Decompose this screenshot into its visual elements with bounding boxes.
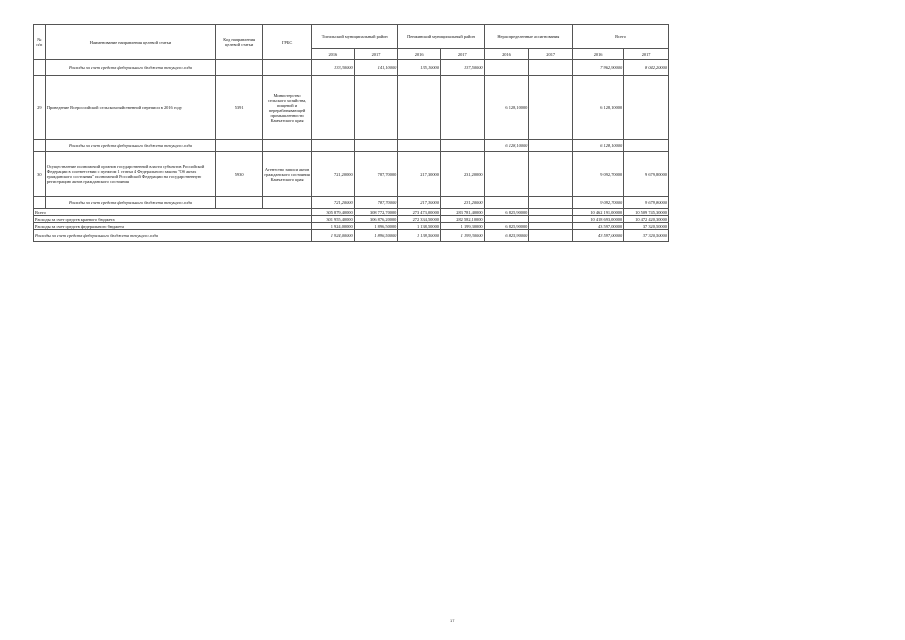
cell-total-2016: 43 597,00000 bbox=[573, 230, 624, 242]
cell-penzhin-2017: 283 781,40000 bbox=[440, 209, 484, 216]
cell-penzhin-2017: 1 199,30000 bbox=[440, 223, 484, 230]
summary-name: Расходы за счет средств федерального бюджета текущего года bbox=[34, 230, 312, 242]
row-num bbox=[34, 197, 46, 209]
row-name: Осуществление полномочий органов государственной власти субъектов Российской Федерации в соответствии с пунктом 1 статьи 4 Федерального закона "Об актах гражданского состояния" полномочий Российской Федерации на государственную регистрацию актов гражданского состояния bbox=[45, 152, 215, 197]
summary-name: Всего bbox=[34, 209, 312, 216]
cell-total-2016: 9 092,70000 bbox=[573, 197, 624, 209]
cell-tigil-2017: 308 772,70000 bbox=[354, 209, 398, 216]
row-grbs bbox=[263, 60, 312, 76]
row-name: Расходы за счет средств федерального бюджета текущего года bbox=[45, 140, 215, 152]
row-grbs: Министерство сельского хозяйства, пищевой и перерабатывающей промышленности Камчатского края bbox=[263, 76, 312, 140]
row-num: 29 bbox=[34, 76, 46, 140]
cell-tigil-2016: 721,20000 bbox=[312, 152, 355, 197]
row-grbs bbox=[263, 140, 312, 152]
cell-penzhin-2017 bbox=[440, 140, 484, 152]
table-row bbox=[34, 152, 669, 197]
cell-undist-2016: 6 825,90000 bbox=[484, 230, 529, 242]
row-grbs: Агентство записи актов гражданского состояния Камчатского края bbox=[263, 152, 312, 197]
cell-undist-2016: 6 128,10000 bbox=[484, 76, 529, 140]
cell-penzhin-2016: 273 473,00000 bbox=[398, 209, 441, 216]
header-undistributed: Нераспределенные ассигнования bbox=[484, 25, 572, 49]
cell-tigil-2017: 1 896,50000 bbox=[354, 230, 398, 242]
cell-penzhin-2016 bbox=[398, 76, 441, 140]
summary-row-federal bbox=[34, 223, 669, 230]
row-num bbox=[34, 60, 46, 76]
row-code bbox=[216, 140, 263, 152]
cell-penzhin-2016 bbox=[398, 140, 441, 152]
cell-total-2016: 6 128,10000 bbox=[573, 140, 624, 152]
cell-total-2017 bbox=[624, 140, 669, 152]
row-code: 5930 bbox=[216, 152, 263, 197]
cell-undist-2017 bbox=[529, 223, 573, 230]
cell-total-2017: 10 472 420,30000 bbox=[624, 216, 669, 223]
row-name: Расходы за счет средств федерального бюджета текущего года bbox=[45, 197, 215, 209]
cell-total-2016: 9 092,70000 bbox=[573, 152, 624, 197]
header-penzhin: Пенжинский муниципальный район bbox=[398, 25, 484, 49]
row-name: Расходы за счет средств федерального бюджета текущего года bbox=[45, 60, 215, 76]
cell-undist-2017 bbox=[529, 216, 573, 223]
summary-name: Расходы за счет средств федерального бюджета bbox=[34, 223, 312, 230]
cell-tigil-2016 bbox=[312, 140, 355, 152]
cell-tigil-2017 bbox=[354, 140, 398, 152]
year-cell: 2016 bbox=[312, 49, 355, 60]
table-header-row bbox=[34, 25, 669, 49]
row-grbs bbox=[263, 197, 312, 209]
cell-undist-2017 bbox=[529, 140, 573, 152]
row-num bbox=[34, 140, 46, 152]
year-cell: 2016 bbox=[484, 49, 529, 60]
cell-undist-2017 bbox=[529, 76, 573, 140]
cell-penzhin-2017: 1 199,30000 bbox=[440, 230, 484, 242]
summary-row-federal-current bbox=[34, 230, 669, 242]
year-cell: 2017 bbox=[624, 49, 669, 60]
page-number: 17 bbox=[450, 618, 455, 623]
table-row bbox=[34, 76, 669, 140]
header-num: № п/п bbox=[34, 25, 46, 60]
year-cell: 2017 bbox=[440, 49, 484, 60]
cell-total-2016: 10 462 191,00000 bbox=[573, 209, 624, 216]
cell-tigil-2017: 787,70000 bbox=[354, 197, 398, 209]
cell-tigil-2016: 1 924,00000 bbox=[312, 230, 355, 242]
header-tigil: Тигильский муниципальный район bbox=[312, 25, 398, 49]
cell-tigil-2017: 141,10000 bbox=[354, 60, 398, 76]
cell-total-2017: 8 042,20000 bbox=[624, 60, 669, 76]
cell-total-2017: 37 320,50000 bbox=[624, 223, 669, 230]
cell-tigil-2016: 721,20000 bbox=[312, 197, 355, 209]
cell-undist-2017 bbox=[529, 152, 573, 197]
cell-undist-2016: 6 825,90000 bbox=[484, 209, 529, 216]
cell-total-2016: 6 128,10000 bbox=[573, 76, 624, 140]
cell-undist-2017 bbox=[529, 230, 573, 242]
year-cell: 2017 bbox=[529, 49, 573, 60]
cell-penzhin-2017: 231,20000 bbox=[440, 197, 484, 209]
cell-tigil-2016 bbox=[312, 76, 355, 140]
cell-undist-2017 bbox=[529, 60, 573, 76]
row-code bbox=[216, 60, 263, 76]
cell-total-2017: 9 679,80000 bbox=[624, 197, 669, 209]
cell-tigil-2016: 1 924,00000 bbox=[312, 223, 355, 230]
cell-total-2017: 37 320,50000 bbox=[624, 230, 669, 242]
table-row bbox=[34, 140, 669, 152]
summary-row-total bbox=[34, 209, 669, 216]
cell-undist-2016 bbox=[484, 216, 529, 223]
table-row bbox=[34, 197, 669, 209]
header-name: Наименование направления целевой статьи bbox=[45, 25, 215, 60]
header-total: Всего bbox=[573, 25, 669, 49]
budget-table bbox=[33, 24, 669, 242]
cell-penzhin-2016: 272 334,50000 bbox=[398, 216, 441, 223]
row-num: 30 bbox=[34, 152, 46, 197]
year-cell: 2016 bbox=[573, 49, 624, 60]
cell-undist-2016 bbox=[484, 60, 529, 76]
cell-undist-2016 bbox=[484, 197, 529, 209]
cell-tigil-2017 bbox=[354, 76, 398, 140]
table-row bbox=[34, 60, 669, 76]
cell-penzhin-2016: 1 138,50000 bbox=[398, 223, 441, 230]
summary-name: Расходы за счет средств краевого бюджета bbox=[34, 216, 312, 223]
cell-total-2016: 7 962,90000 bbox=[573, 60, 624, 76]
cell-undist-2017 bbox=[529, 209, 573, 216]
cell-total-2017: 10 509 745,30000 bbox=[624, 209, 669, 216]
cell-penzhin-2017 bbox=[440, 76, 484, 140]
header-grbs: ГРБС bbox=[263, 25, 312, 60]
cell-undist-2016 bbox=[484, 152, 529, 197]
header-code: Код направления целевой статьи bbox=[216, 25, 263, 60]
cell-total-2017 bbox=[624, 76, 669, 140]
cell-tigil-2016: 305 879,40000 bbox=[312, 209, 355, 216]
cell-tigil-2016: 301 955,40000 bbox=[312, 216, 355, 223]
cell-undist-2017 bbox=[529, 197, 573, 209]
cell-penzhin-2017: 282 582,10000 bbox=[440, 216, 484, 223]
cell-tigil-2017: 787,70000 bbox=[354, 152, 398, 197]
cell-penzhin-2016: 217,30000 bbox=[398, 197, 441, 209]
cell-undist-2016: 6 825,90000 bbox=[484, 223, 529, 230]
cell-penzhin-2016: 217,30000 bbox=[398, 152, 441, 197]
cell-penzhin-2016: 135,10000 bbox=[398, 60, 441, 76]
cell-total-2016: 43 597,00000 bbox=[573, 223, 624, 230]
cell-penzhin-2017: 231,20000 bbox=[440, 152, 484, 197]
summary-row-regional bbox=[34, 216, 669, 223]
cell-penzhin-2016: 1 138,50000 bbox=[398, 230, 441, 242]
cell-penzhin-2017: 137,50000 bbox=[440, 60, 484, 76]
year-cell: 2016 bbox=[398, 49, 441, 60]
cell-total-2016: 10 418 693,00000 bbox=[573, 216, 624, 223]
row-code bbox=[216, 197, 263, 209]
cell-total-2017: 9 679,80000 bbox=[624, 152, 669, 197]
cell-tigil-2017: 1 896,50000 bbox=[354, 223, 398, 230]
year-cell: 2017 bbox=[354, 49, 398, 60]
cell-tigil-2016: 133,30000 bbox=[312, 60, 355, 76]
row-name: Проведение Всероссийской сельскохозяйственной переписи в 2016 году bbox=[45, 76, 215, 140]
cell-undist-2016: 6 128,10000 bbox=[484, 140, 529, 152]
cell-tigil-2017: 306 876,20000 bbox=[354, 216, 398, 223]
row-code: 5391 bbox=[216, 76, 263, 140]
